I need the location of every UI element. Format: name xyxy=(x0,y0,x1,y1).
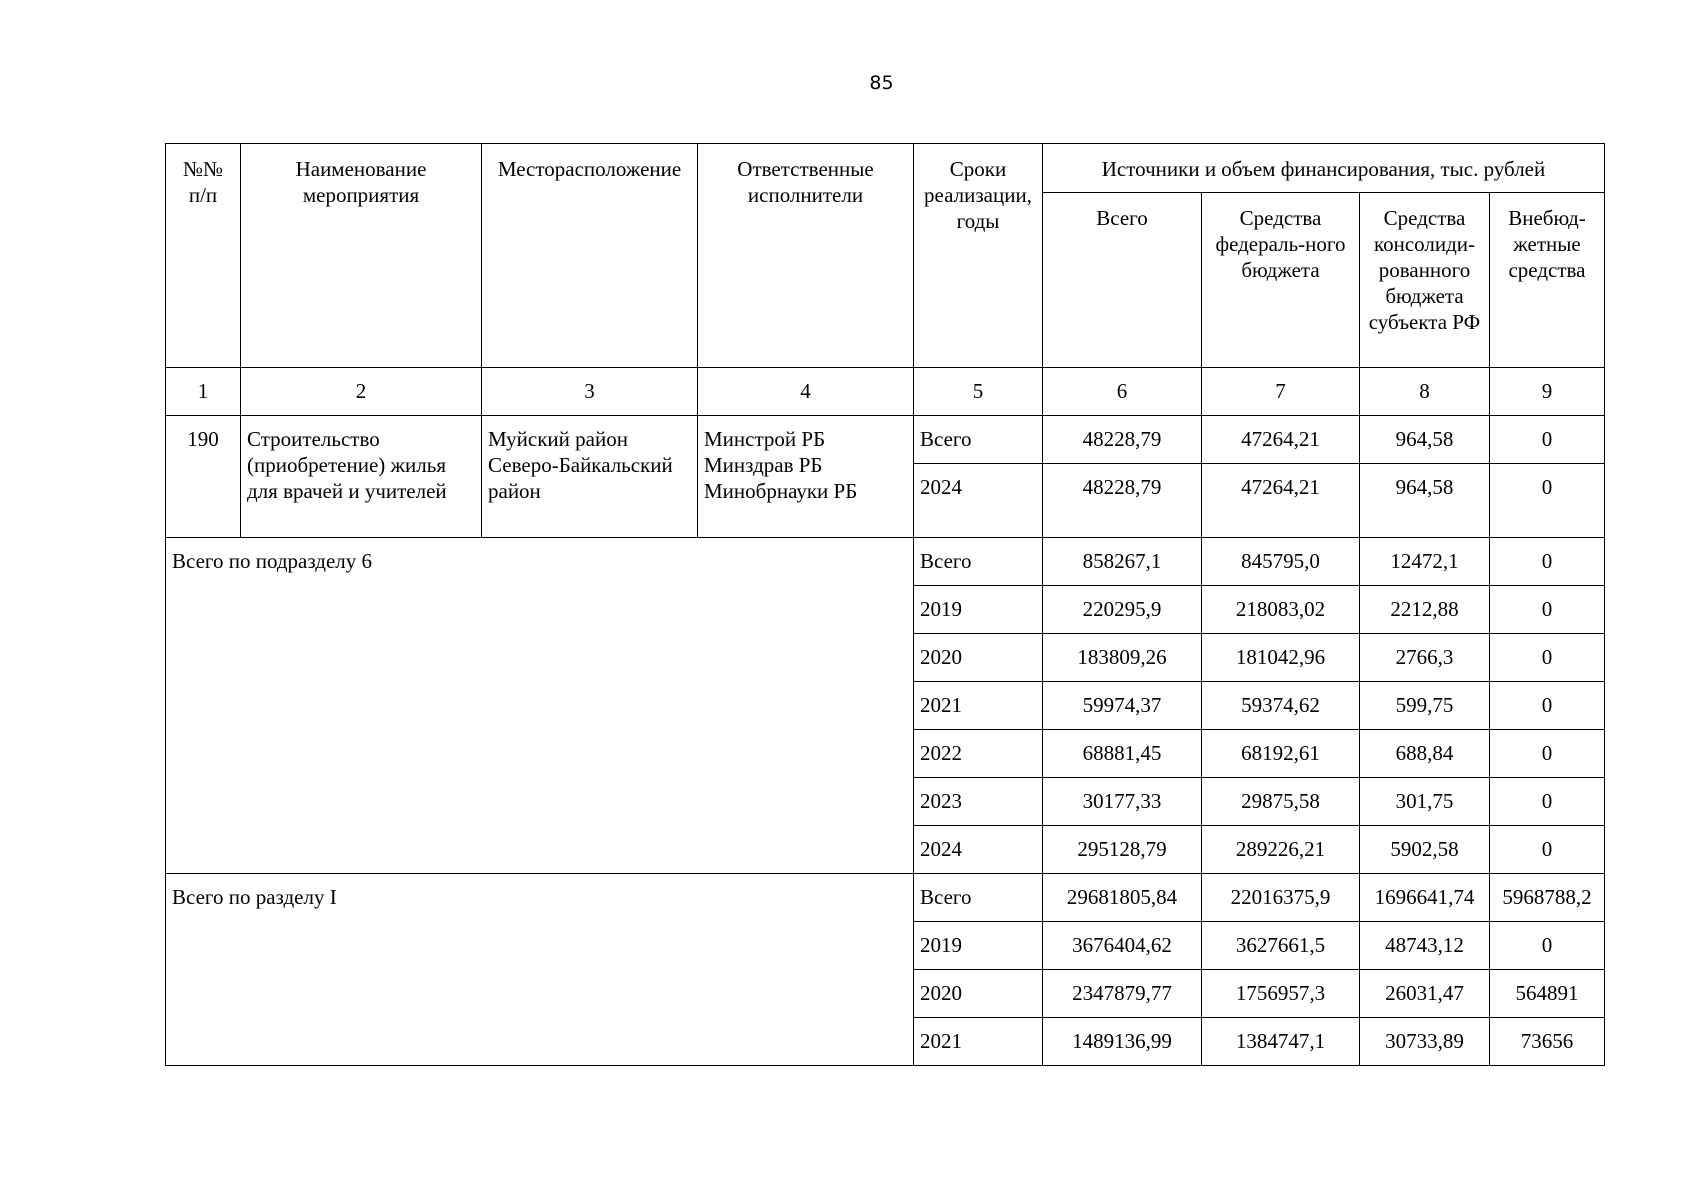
regional-cell: 964,58 xyxy=(1360,464,1490,538)
header-extra-budgetary: Внебюд-жетные средства xyxy=(1490,193,1605,368)
extra-budgetary-cell: 0 xyxy=(1490,634,1605,682)
year-cell: 2019 xyxy=(914,586,1043,634)
federal-cell: 1756957,3 xyxy=(1202,970,1360,1018)
total-cell: 68881,45 xyxy=(1043,730,1202,778)
column-number: 6 xyxy=(1043,368,1202,416)
header-event-name: Наименование мероприятия xyxy=(241,144,482,368)
extra-budgetary-cell: 0 xyxy=(1490,826,1605,874)
year-cell: 2024 xyxy=(914,826,1043,874)
extra-budgetary-cell: 0 xyxy=(1490,682,1605,730)
year-cell: Всего xyxy=(914,416,1043,464)
regional-cell: 2212,88 xyxy=(1360,586,1490,634)
subsection-total-label: Всего по подразделу 6 xyxy=(166,538,914,874)
federal-cell: 845795,0 xyxy=(1202,538,1360,586)
column-number: 4 xyxy=(698,368,914,416)
regional-cell: 5902,58 xyxy=(1360,826,1490,874)
total-cell: 220295,9 xyxy=(1043,586,1202,634)
federal-cell: 218083,02 xyxy=(1202,586,1360,634)
column-number: 5 xyxy=(914,368,1043,416)
total-cell: 30177,33 xyxy=(1043,778,1202,826)
item-name: Строительство (приобретение) жилья для врачей и учителей xyxy=(241,416,482,538)
total-cell: 48228,79 xyxy=(1043,464,1202,538)
total-cell: 48228,79 xyxy=(1043,416,1202,464)
year-cell: 2023 xyxy=(914,778,1043,826)
extra-budgetary-cell: 0 xyxy=(1490,586,1605,634)
item-responsible: Минстрой РБ Минздрав РБ Минобрнауки РБ xyxy=(698,416,914,538)
federal-cell: 47264,21 xyxy=(1202,464,1360,538)
total-cell: 183809,26 xyxy=(1043,634,1202,682)
regional-cell: 964,58 xyxy=(1360,416,1490,464)
year-cell: Всего xyxy=(914,874,1043,922)
section-total-row xyxy=(166,874,1605,922)
federal-cell: 22016375,9 xyxy=(1202,874,1360,922)
item-row xyxy=(166,416,1605,464)
regional-cell: 26031,47 xyxy=(1360,970,1490,1018)
extra-budgetary-cell: 0 xyxy=(1490,778,1605,826)
extra-budgetary-cell: 0 xyxy=(1490,464,1605,538)
federal-cell: 47264,21 xyxy=(1202,416,1360,464)
item-location: Муйский район Северо-Байкальский район xyxy=(482,416,698,538)
regional-cell: 48743,12 xyxy=(1360,922,1490,970)
year-cell: 2020 xyxy=(914,634,1043,682)
year-cell: 2021 xyxy=(914,682,1043,730)
total-cell: 3676404,62 xyxy=(1043,922,1202,970)
column-number: 8 xyxy=(1360,368,1490,416)
header-terms: Сроки реализации, годы xyxy=(914,144,1043,368)
column-number: 2 xyxy=(241,368,482,416)
page-number: 85 xyxy=(869,72,894,94)
federal-cell: 1384747,1 xyxy=(1202,1018,1360,1066)
header-location: Месторасположение xyxy=(482,144,698,368)
column-number: 3 xyxy=(482,368,698,416)
regional-cell: 301,75 xyxy=(1360,778,1490,826)
year-cell: Всего xyxy=(914,538,1043,586)
extra-budgetary-cell: 0 xyxy=(1490,922,1605,970)
federal-cell: 3627661,5 xyxy=(1202,922,1360,970)
extra-budgetary-cell: 564891 xyxy=(1490,970,1605,1018)
header-funding-sources: Источники и объем финансирования, тыс. рублей xyxy=(1043,144,1605,193)
section-total-label: Всего по разделу I xyxy=(166,874,914,1066)
total-cell: 29681805,84 xyxy=(1043,874,1202,922)
financing-table xyxy=(165,143,1605,1066)
total-cell: 59974,37 xyxy=(1043,682,1202,730)
item-number: 190 xyxy=(166,416,241,538)
year-cell: 2024 xyxy=(914,464,1043,538)
regional-cell: 688,84 xyxy=(1360,730,1490,778)
total-cell: 295128,79 xyxy=(1043,826,1202,874)
header-total: Всего xyxy=(1043,193,1202,368)
year-cell: 2022 xyxy=(914,730,1043,778)
year-cell: 2019 xyxy=(914,922,1043,970)
column-number: 7 xyxy=(1202,368,1360,416)
regional-cell: 12472,1 xyxy=(1360,538,1490,586)
extra-budgetary-cell: 0 xyxy=(1490,416,1605,464)
header-responsible: Ответственные исполнители xyxy=(698,144,914,368)
column-number: 1 xyxy=(166,368,241,416)
federal-cell: 181042,96 xyxy=(1202,634,1360,682)
federal-cell: 59374,62 xyxy=(1202,682,1360,730)
federal-cell: 68192,61 xyxy=(1202,730,1360,778)
column-number: 9 xyxy=(1490,368,1605,416)
federal-cell: 289226,21 xyxy=(1202,826,1360,874)
extra-budgetary-cell: 0 xyxy=(1490,730,1605,778)
regional-cell: 1696641,74 xyxy=(1360,874,1490,922)
total-cell: 858267,1 xyxy=(1043,538,1202,586)
header-federal: Средства федераль-ного бюджета xyxy=(1202,193,1360,368)
subsection-total-row xyxy=(166,538,1605,586)
regional-cell: 2766,3 xyxy=(1360,634,1490,682)
header-number: №№ п/п xyxy=(166,144,241,368)
year-cell: 2020 xyxy=(914,970,1043,1018)
extra-budgetary-cell: 5968788,2 xyxy=(1490,874,1605,922)
header-row-top xyxy=(166,144,1605,193)
column-numbers-row xyxy=(166,368,1605,416)
regional-cell: 599,75 xyxy=(1360,682,1490,730)
extra-budgetary-cell: 0 xyxy=(1490,538,1605,586)
year-cell: 2021 xyxy=(914,1018,1043,1066)
federal-cell: 29875,58 xyxy=(1202,778,1360,826)
total-cell: 2347879,77 xyxy=(1043,970,1202,1018)
header-regional: Средства консолиди-рованного бюджета субъекта РФ xyxy=(1360,193,1490,368)
total-cell: 1489136,99 xyxy=(1043,1018,1202,1066)
extra-budgetary-cell: 73656 xyxy=(1490,1018,1605,1066)
regional-cell: 30733,89 xyxy=(1360,1018,1490,1066)
